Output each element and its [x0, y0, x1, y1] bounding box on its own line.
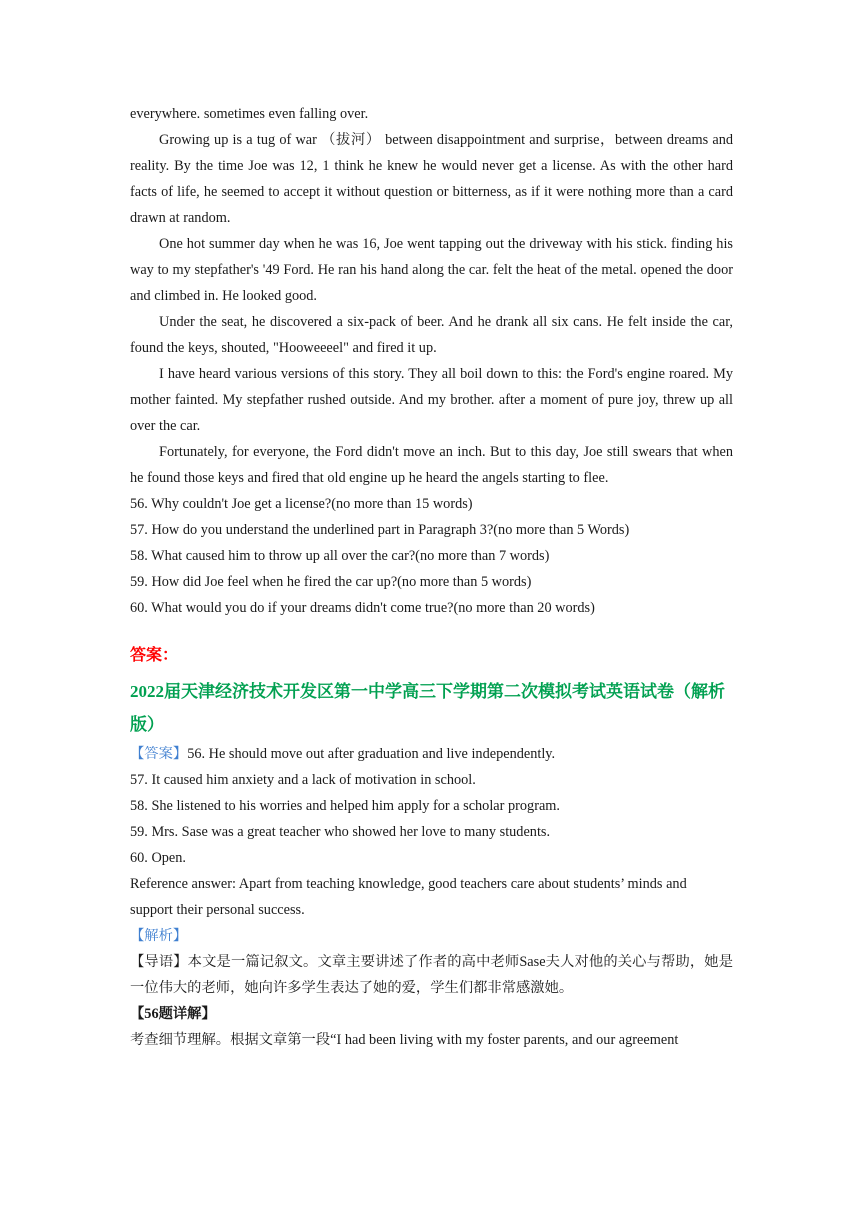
answer-60: 60. Open.	[130, 850, 186, 866]
q56-detail-heading: 【56题详解】	[130, 1006, 216, 1022]
reference-answer: Reference answer: Apart from teaching knowledge, good teachers care about students’ minds and support their personal success.	[130, 876, 687, 918]
analysis-tag: 【解析】	[130, 928, 188, 944]
answer-56	[130, 741, 733, 767]
passage-paragraph: One hot summer day when he was 16, Joe went tapping out the driveway with his stick. finding his way to my stepfather's '49 Ford. He ran his hand along the car. felt the heat of the metal. opened the door and climbed in. He looked good.	[130, 236, 733, 304]
answer-56-text: 56. He should move out after graduation and live independently.	[187, 746, 556, 762]
q56-detail-text: 考查细节理解。根据文章第一段“I had been living with my foster parents, and our agreement	[130, 1032, 679, 1048]
passage-paragraph: Under the seat, he discovered a six-pack of beer. And he drank all six cans. He felt inside the car, found the keys, shouted, "Hooweeeel" and fired it up.	[130, 314, 733, 356]
passage-paragraph: Fortunately, for everyone, the Ford didn't move an inch. But to this day, Joe still swears that when he found those keys and fired that old engine up he heard the angels starting to flee.	[130, 444, 733, 486]
question-60: 60. What would you do if your dreams didn't come true?(no more than 20 words)	[130, 600, 595, 616]
answer-tag: 【答案】	[130, 746, 188, 762]
answer-58: 58. She listened to his worries and helped him apply for a scholar program.	[130, 798, 560, 814]
source-title: 2022届天津经济技术开发区第一中学高三下学期第二次模拟考试英语试卷（解析版）	[130, 682, 725, 734]
question-57: 57. How do you understand the underlined part in Paragraph 3?(no more than 5 Words)	[130, 522, 630, 538]
passage-first-line: everywhere. sometimes even falling over.	[130, 106, 369, 122]
question-58: 58. What caused him to throw up all over the car?(no more than 7 words)	[130, 548, 550, 564]
document-page	[130, 101, 733, 1053]
guide-paragraph: 【导语】本文是一篇记叙文。文章主要讲述了作者的高中老师Sase夫人对他的关心与帮助，她是一位伟大的老师，她向许多学生表达了她的爱，学生们都非常感激她。	[130, 954, 733, 996]
question-list	[130, 491, 733, 621]
passage-paragraph: I have heard various versions of this story. They all boil down to this: the Ford's engine roared. My mother fainted. My stepfather rushed outside. And my brother. after a moment of pure joy, threw up all over the car.	[130, 366, 733, 434]
question-59: 59. How did Joe feel when he fired the car up?(no more than 5 words)	[130, 574, 532, 590]
answer-57: 57. It caused him anxiety and a lack of motivation in school.	[130, 772, 476, 788]
passage-paragraph: Growing up is a tug of war （拔河） between disappointment and surprise，between dreams and reality. By the time Joe was 12, 1 think he knew he would never get a license. As with the other hard facts of life, he seemed to accept it without question or bitterness, as if it were nothing more than a card drawn at random.	[130, 132, 733, 226]
question-56: 56. Why couldn't Joe get a license?(no more than 15 words)	[130, 496, 473, 512]
answer-list	[130, 741, 733, 923]
answer-59: 59. Mrs. Sase was a great teacher who showed her love to many students.	[130, 824, 551, 840]
answer-heading: 答案：	[130, 647, 179, 664]
